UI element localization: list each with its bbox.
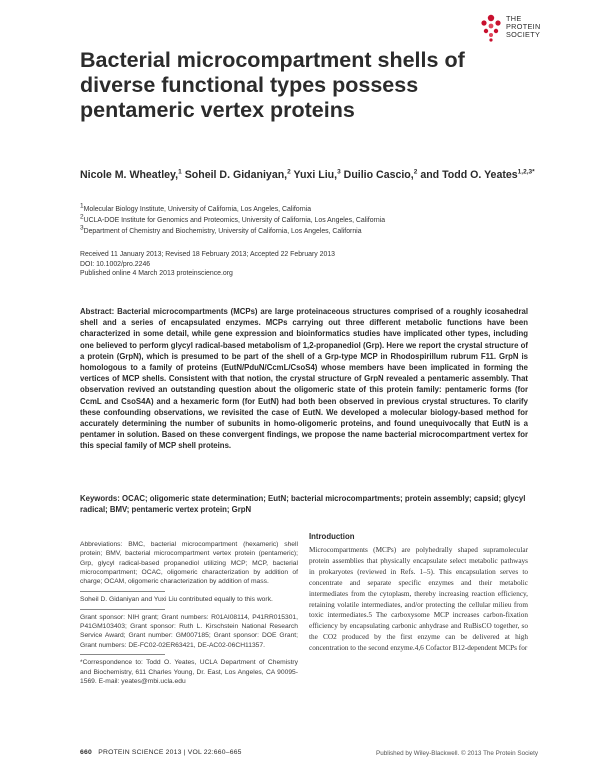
introduction-text: Microcompartments (MCPs) are polyhedrally shaped supramolecular protein assemblies that physically encapsulate select metabolic pathways in prokaryotes (reviewed in Refs. 1–5). This encapsulation serves to concentrate and separate specific enzymes and their metabolic intermediates from the cytoplasm, thereby increasing reaction efficiency, retaining volatile intermediates, and/or protecting the cellular milieu from toxic intermediates.5 The carboxysome MCP increases carbon-fixation efficiency by encapsulating carbonic anhydrase and RuBisCO together, so the CO2 produced by the first enzyme can be delivered at high concentration to the second enzyme.4,6 Cofactor B12-dependent MCPs for bbox=[309, 546, 528, 653]
author-affil-mark: 2 bbox=[287, 168, 291, 176]
divider bbox=[80, 609, 165, 610]
affiliation-mark: 2 bbox=[80, 213, 84, 221]
footnotes-column bbox=[80, 540, 298, 691]
author-affil-mark: 1,2,3* bbox=[517, 168, 535, 176]
volume-info: VOL 22:660–665 bbox=[187, 749, 242, 756]
author-affil-mark: 3 bbox=[337, 168, 341, 176]
article-dates bbox=[80, 250, 520, 279]
logo-wordmark bbox=[506, 15, 541, 40]
protein-society-logo-icon bbox=[478, 12, 504, 44]
page-footer: 660 PROTEIN SCIENCE 2013 | VOL 22:660–665 bbox=[80, 749, 242, 756]
abstract: Abstract: Bacterial microcompartments (MCPs) are large proteinaceous structures comprised of a roughly icosahedral shell and a series of encapsulated enzymes. MCPs carrying out three different metabolic functions have been characterized in some detail, while gene expression and bioinformatics studies have implicated other types, including one believed to perform glycyl radical-based metabolism of 1,2-propanediol (Grp). Here we report the crystal structure of a protein (GrpN), which is presumed to be part of the shell of a Grp-type MCP in Rhodospirillum rubrum F11. GrpN is homologous to a family of proteins (EutN/PduN/CcmL/CsoS4) whose members have been implicated in forming the vertices of MCP shells. Consistent with that notion, the crystal structure of GrpN revealed a pentameric assembly. That observation revived an outstanding question about the oligomeric state of this protein family: pentameric forms (for CcmL and CsoS4A) and a hexameric form (for EutN) had both been observed in previous crystal structures. To clarify these confounding observations, we revisited the case of EutN. We developed a molecular biology-based method for accurately determining the number of subunits in homo-oligomeric proteins, and found unequivocally that EutN is a pentamer in solution. Based on these convergent findings, we propose the name bacterial microcompartment vertex for this special family of MCP shell proteins. bbox=[80, 307, 528, 451]
grant-info: Grant sponsor: NIH grant; Grant numbers: R01AI08114, P41RR015301, P41GM103403; Grant sponsor: Ruth L. Kirschstein National Research Service Award; Grant number: GM007185; Grant sponsor: DOE Grant; Grant numbers: DE-FC02-02ER63421, DE-AC02-06CH11357. bbox=[80, 613, 298, 649]
affiliation bbox=[80, 226, 520, 237]
affiliation bbox=[80, 204, 520, 215]
doi: DOI: 10.1002/pro.2246 bbox=[80, 260, 151, 268]
divider bbox=[80, 591, 165, 592]
journal-logo bbox=[478, 12, 578, 48]
author-affil-mark: 2 bbox=[413, 168, 418, 176]
equal-contribution-note: Soheil D. Gidaniyan and Yuxi Liu contributed equally to this work. bbox=[80, 595, 273, 603]
affiliation-text: UCLA-DOE Institute for Genomics and Proteomics, University of California, Los Angeles, California bbox=[83, 217, 386, 224]
article-title: Bacterial microcompartment shells of diverse functional types possess pentameric vertex proteins bbox=[80, 48, 465, 122]
affiliation-list bbox=[80, 204, 520, 237]
received-dates: Received 11 January 2013; Revised 18 February 2013; Accepted 22 February 2013 bbox=[80, 251, 335, 258]
affiliation-text: Department of Chemistry and Biochemistry, University of California, Los Angeles, California bbox=[83, 228, 362, 235]
page-number: 660 bbox=[80, 749, 92, 756]
author-affil-mark: 1 bbox=[178, 168, 182, 176]
published-date: Published online 4 March 2013 proteinscience.org bbox=[80, 270, 233, 278]
logo-line-2: PROTEIN bbox=[506, 22, 541, 32]
author: Duilio Cascio, bbox=[343, 169, 414, 181]
abbreviations: Abbreviations: BMC, bacterial microcompartment (hexameric) shell protein; BMV, bacterial microcompartment vertex protein (pentameric); Grp, glycyl radical-based propanediol utilizing MCP; MCP, bacterial microcompartment; OCAC, oligomeric characterization by addition of charge; OCAM, oligomeric characterization by addition of mass. bbox=[80, 541, 298, 586]
affiliation bbox=[80, 215, 520, 226]
author: Yuxi Liu, bbox=[293, 169, 338, 181]
author-list bbox=[80, 168, 540, 183]
logo-line-1: THE bbox=[506, 14, 522, 23]
author: and Todd O. Yeates bbox=[420, 169, 518, 181]
journal-name: PROTEIN SCIENCE 2013 bbox=[98, 749, 182, 756]
section-heading-introduction: Introduction bbox=[309, 532, 355, 541]
publisher-credit: Published by Wiley-Blackwell. © 2013 The Protein Society bbox=[376, 750, 539, 757]
keywords: Keywords: OCAC; oligomeric state determination; EutN; bacterial microcompartments; protein assembly; capsid; glycyl radical; BMV; pentameric vertex protein; GrpN bbox=[80, 494, 526, 515]
divider bbox=[80, 654, 165, 655]
affiliation-mark: 3 bbox=[80, 224, 84, 232]
affiliation-text: Molecular Biology Institute, University of California, Los Angeles, California bbox=[83, 206, 312, 213]
logo-line-3: SOCIETY bbox=[506, 30, 541, 40]
correspondence: *Correspondence to: Todd O. Yeates, UCLA Department of Chemistry and Biochemistry, 611 Charles Young, Dr. East, Los Angeles, CA 90095-1569. E-mail: yeates@mbi.ucla.edu bbox=[80, 659, 298, 686]
affiliation-mark: 1 bbox=[80, 202, 84, 210]
author: Nicole M. Wheatley, bbox=[80, 169, 179, 181]
author: Soheil D. Gidaniyan, bbox=[184, 169, 288, 181]
